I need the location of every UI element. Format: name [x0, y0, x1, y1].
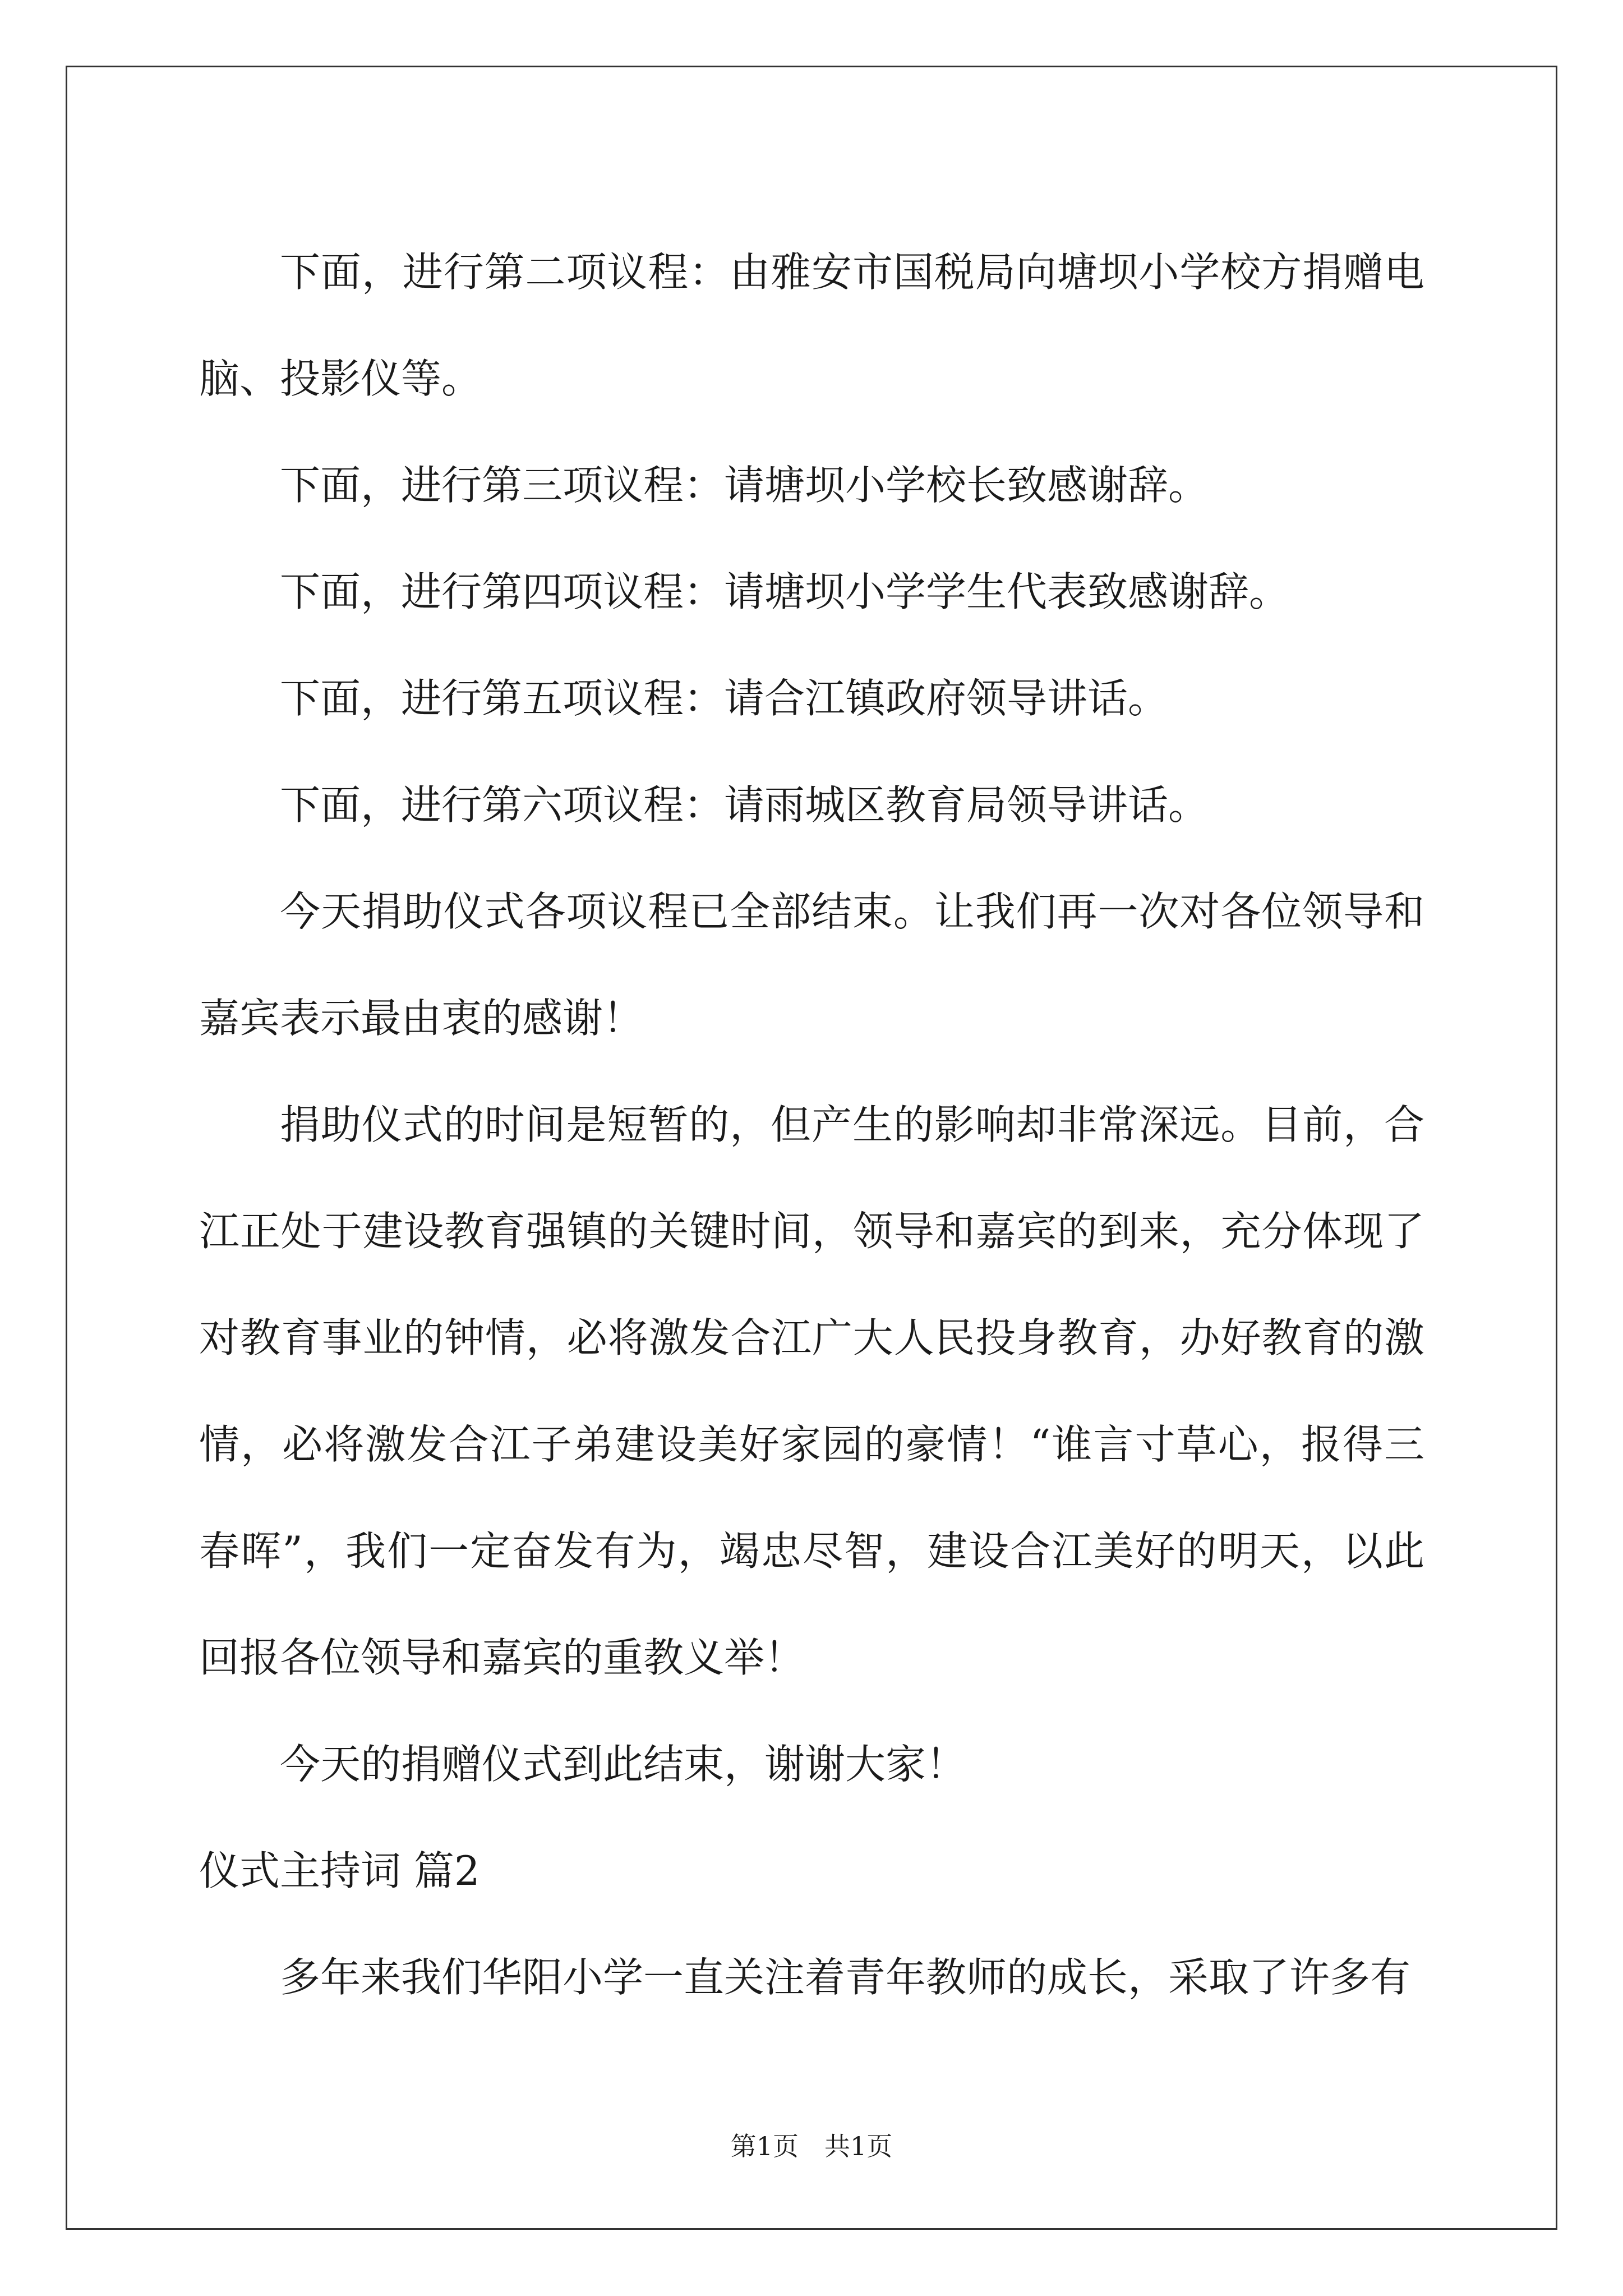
paragraph: 多年来我们华阳小学一直关注着青年教师的成长，采取了许多有 — [280, 1954, 1411, 2001]
page-footer — [0, 2126, 1623, 2163]
page-number: 第1页 共1页 — [730, 2131, 893, 2161]
paragraph: 下面，进行第四项议程：请塘坝小学学生代表致感谢辞。 — [280, 568, 1290, 615]
document-body — [199, 219, 1424, 2031]
paragraph: 下面，进行第三项议程：请塘坝小学校长致感谢辞。 — [280, 462, 1209, 509]
paragraph: 捐助仪式的时间是短暂的，但产生的影响却非常深远。目前，合江正处于建设教育强镇的关键时间，领导和嘉宾的到来，充分体现了对教育事业的钟情，必将激发合江广大人民投身教育，办好教育的激情，必将激发合江子弟建设美好家园的豪情！“谁言寸草心，报得三春晖”，我们一定奋发有为，竭忠尽智，建设合江美好的明天，以此回报各位领导和嘉宾的重教义举！ — [199, 1101, 1424, 1681]
paragraph: 下面，进行第二项议程：由雅安市国税局向塘坝小学校方捐赠电脑、投影仪等。 — [199, 249, 1424, 402]
section-heading: 仪式主持词 篇2 — [199, 1847, 480, 1894]
paragraph: 下面，进行第六项议程：请雨城区教育局领导讲话。 — [280, 781, 1209, 829]
paragraph: 今天的捐赠仪式到此结束，谢谢大家！ — [280, 1741, 967, 1788]
paragraph: 下面，进行第五项议程：请合江镇政府领导讲话。 — [280, 675, 1169, 722]
paragraph: 今天捐助仪式各项议程已全部结束。让我们再一次对各位领导和嘉宾表示最由衷的感谢！ — [199, 888, 1424, 1042]
